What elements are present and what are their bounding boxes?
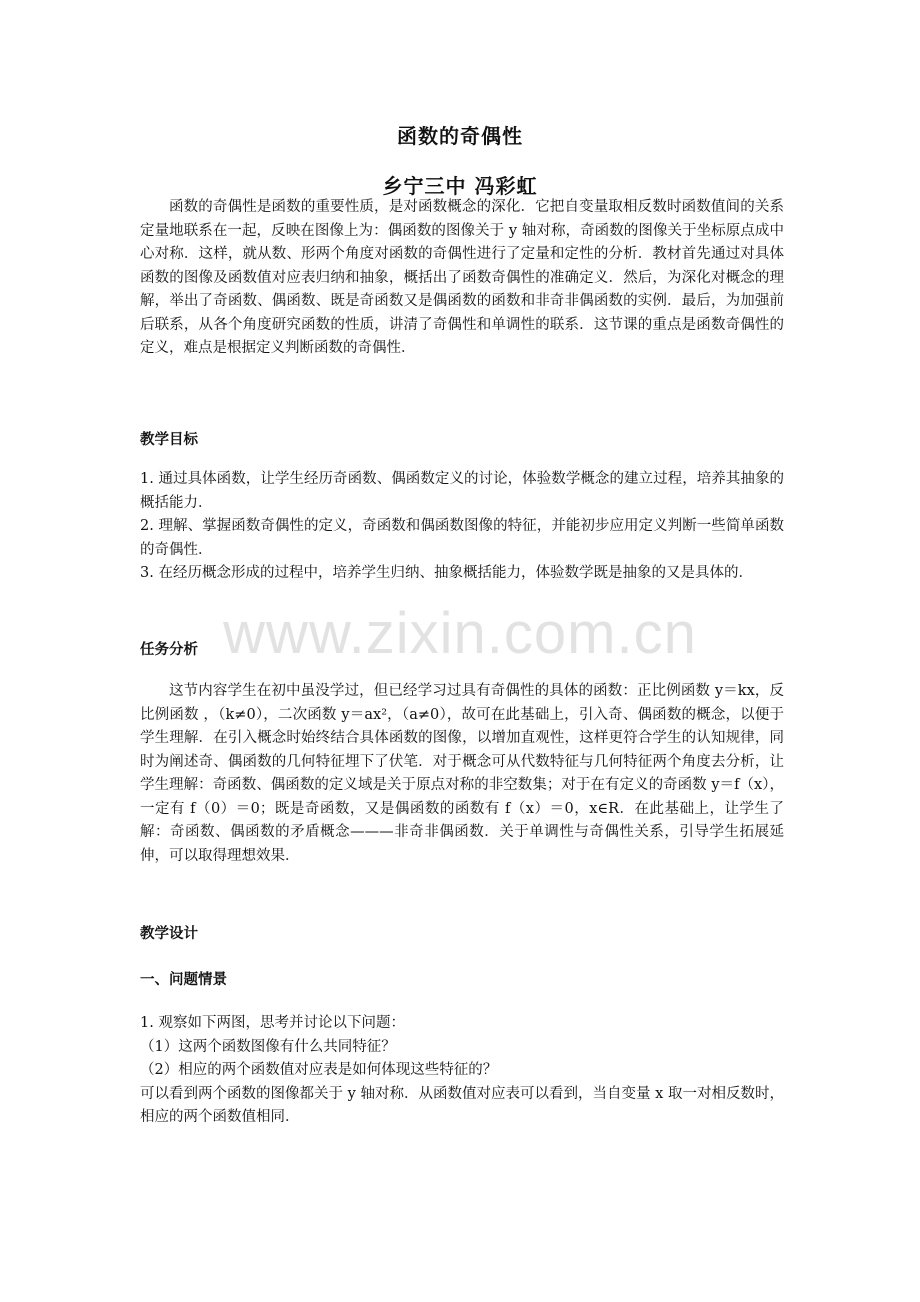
scene-list [140, 1012, 784, 1130]
document-title: 函数的奇偶性 [397, 124, 523, 148]
goal-item-2: 2. 理解、掌握函数奇偶性的定义，奇函数和偶函数图像的特征，并能初步应用定义判断一些简单函数的奇偶性． [140, 518, 784, 558]
document-author: 乡宁三中 冯彩虹 [382, 174, 538, 198]
scene-line-1: 1. 观察如下两图，思考并讨论以下问题： [140, 1015, 405, 1031]
watermark-text: www.zixin.com.cn [223, 601, 697, 666]
goals-heading: 教学目标 [140, 432, 198, 448]
scene-line-2: （1）这两个函数图像有什么共同特征？ [140, 1038, 396, 1055]
scene-line-3: （2）相应的两个函数值对应表是如何体现这些特征的？ [140, 1062, 498, 1078]
intro-paragraph: 函数的奇偶性是函数的重要性质，是对函数概念的深化．它把自变量取相反数时函数值间的关系定量地联系在一起，反映在图像上为：偶函数的图像关于 y 轴对称，奇函数的图像关于坐标原点成中心对称．这样，就从数、形两个角度对函数的奇偶性进行了定量和定性的分析．教材首先通过对具体函数的图像及函数值对应表归纳和抽象，概括出了函数奇偶性的准确定义．然后，为深化对概念的理解，举出了奇函数、偶函数、既是奇函数又是偶函数的函数和非奇非偶函数的实例．最后，为加强前后联系，从各个角度研究函数的性质，讲清了奇偶性和单调性的联系．这节课的重点是函数奇偶性的定义，难点是根据定义判断函数的奇偶性． [140, 199, 784, 356]
design-heading: 教学设计 [140, 926, 198, 942]
goals-list [140, 468, 784, 586]
goal-item-3: 3. 在经历概念形成的过程中，培养学生归纳、抽象概括能力，体验数学既是抽象的又是具体的． [140, 565, 753, 581]
goal-item-1: 1. 通过具体函数，让学生经历奇函数、偶函数定义的讨论，体验数学概念的建立过程，培养其抽象的概括能力． [140, 471, 784, 511]
scene-heading: 一、问题情景 [140, 972, 227, 988]
scene-line-4: 可以看到两个函数的图像都关于 y 轴对称．从函数值对应表可以看到，当自变量 x 取一对相反数时，相应的两个函数值相同． [140, 1085, 784, 1125]
task-heading: 任务分析 [140, 642, 198, 658]
task-paragraph: 这节内容学生在初中虽没学过，但已经学习过具有奇偶性的具体的函数：正比例函数 y＝kx，反比例函数 ，（k≠0），二次函数 y＝ax²，（a≠0），故可在此基础上，引入奇、偶函数的概念，以便于学生理解．在引入概念时始终结合具体函数的图像，以增加直观性，这样更符合学生的认知规律，同时为阐述奇、偶函数的几何特征埋下了伏笔．对于概念可从代数特征与几何特征两个角度去分析，让学生理解：奇函数、偶函数的定义域是关于原点对称的非空数集；对于在有定义的奇函数 y＝f（x），一定有 f（0）＝0；既是奇函数，又是偶函数的函数有 f（x）＝0，x∈R．在此基础上，让学生了解：奇函数、偶函数的矛盾概念———非奇非偶函数．关于单调性与奇偶性关系，引导学生拓展延伸，可以取得理想效果． [140, 683, 784, 864]
